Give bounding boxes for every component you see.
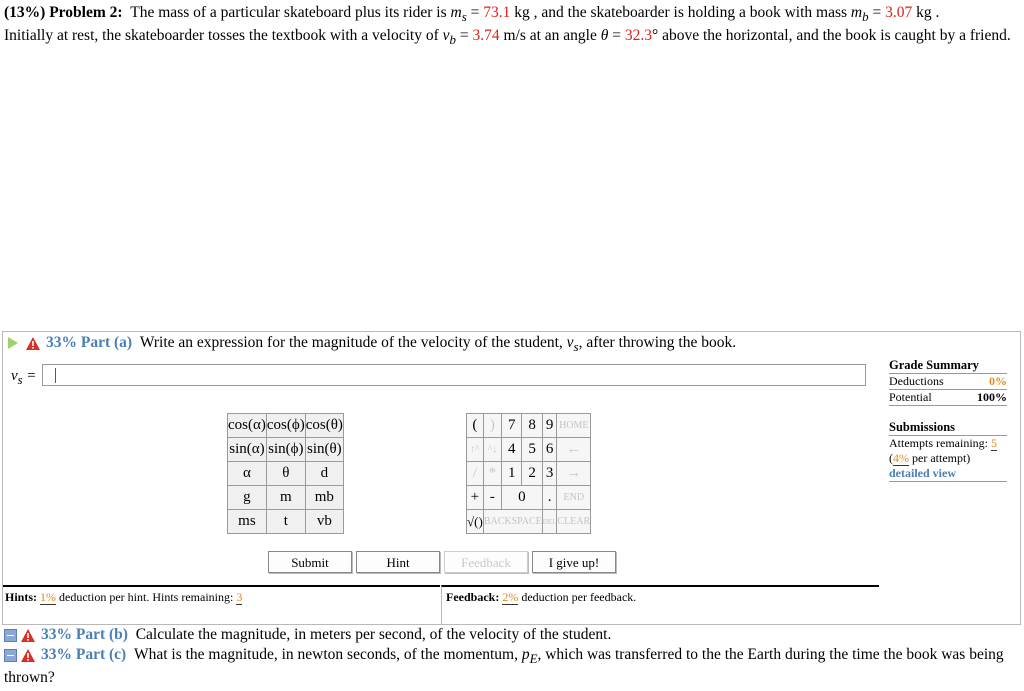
attempts-row (889, 436, 1007, 451)
vb-value: 3.74 (472, 27, 500, 45)
key-t[interactable]: t (266, 510, 305, 534)
key-d[interactable]: d (305, 462, 343, 486)
theta-symbol: θ (600, 27, 609, 45)
part-c-percent: 33% (41, 646, 72, 663)
key-superscript[interactable]: ↑^ (467, 438, 484, 462)
key-5[interactable]: 5 (522, 438, 542, 462)
answer-label-symbol: v (11, 368, 18, 384)
key-4[interactable]: 4 (502, 438, 522, 462)
part-c-label: Part (c) (75, 646, 127, 663)
attempts-value: 5 (990, 436, 997, 450)
submissions-title: Submissions (889, 420, 1007, 436)
key-backspace[interactable]: BACKSPACE (483, 510, 542, 534)
problem-text-2: Initially at rest, the skateboarder tosses the textbook with a velocity of (4, 27, 439, 45)
key-1[interactable]: 1 (502, 462, 522, 486)
problem-text-4: above the horizontal, and the book is caught by a friend. (662, 27, 1011, 45)
problem-weight: (13%) (4, 4, 46, 21)
part-b-percent: 33% (41, 626, 72, 643)
ms-subscript: s (461, 9, 467, 25)
ms-symbol: m (450, 4, 462, 21)
part-c-var-symbol: p (521, 646, 530, 663)
key-2[interactable]: 2 (522, 462, 542, 486)
deductions-row (889, 374, 1007, 390)
problem-text-3: m/s at an angle (503, 27, 597, 45)
key-7[interactable]: 7 (502, 414, 522, 438)
per-attempt-row (889, 451, 1007, 466)
mb-symbol: m (850, 4, 863, 21)
part-a-question: Write an expression for the magnitude of the velocity of the student, (139, 334, 563, 351)
key-home[interactable]: HOME (557, 414, 591, 438)
warning-icon (21, 649, 35, 662)
warning-icon (26, 337, 40, 350)
problem-statement (4, 3, 1014, 49)
hints-label: Hints: (5, 590, 38, 604)
answer-label-eq: = (26, 368, 37, 384)
problem-title: Problem 2: (49, 4, 123, 21)
detailed-view-row (889, 466, 1007, 482)
key-cos-theta[interactable]: cos(θ) (305, 414, 343, 438)
collapse-icon[interactable] (4, 629, 17, 642)
potential-row (889, 390, 1007, 406)
function-keypad (227, 413, 344, 534)
key-end[interactable]: END (557, 486, 591, 510)
key-theta[interactable]: θ (266, 462, 305, 486)
key-ms[interactable]: ms (228, 510, 267, 534)
feedback-label: Feedback: (446, 590, 500, 604)
hints-deduction: 1% (40, 590, 57, 604)
eq-2: = (872, 4, 882, 21)
hints-bar (3, 585, 440, 625)
part-b-header[interactable] (4, 626, 611, 644)
text-cursor (55, 368, 56, 383)
part-c-var-subscript: E (529, 651, 538, 667)
hints-text: deduction per hint. Hints remaining: (59, 590, 234, 604)
grade-summary (889, 358, 1007, 482)
key-open-paren[interactable]: ( (467, 414, 484, 438)
mb-subscript: b (862, 9, 869, 25)
eq-3: = (459, 27, 469, 45)
key-right-arrow[interactable]: → (557, 462, 591, 486)
warning-icon (21, 629, 35, 642)
key-6[interactable]: 6 (542, 438, 557, 462)
key-plus[interactable]: + (467, 486, 484, 510)
problem-text-1: The mass of a particular skateboard plus its rider is (130, 4, 447, 21)
part-c-header[interactable] (4, 645, 1014, 687)
key-divide[interactable]: / (467, 462, 484, 486)
part-a-var-symbol: v (566, 334, 574, 351)
feedback-deduction: 2% (502, 590, 519, 604)
submit-button[interactable]: Submit (268, 551, 352, 573)
key-multiply[interactable]: * (483, 462, 501, 486)
hints-remaining: 3 (236, 590, 243, 604)
part-a-question-end: , after throwing the book. (578, 334, 737, 351)
feedback-bar (441, 585, 879, 625)
key-m[interactable]: m (266, 486, 305, 510)
number-keypad (466, 413, 591, 534)
expand-arrow-icon[interactable] (8, 337, 18, 349)
key-sqrt[interactable]: √() (467, 510, 484, 534)
key-sin-alpha[interactable]: sin(α) (228, 438, 267, 462)
part-a-var-subscript: s (573, 339, 579, 355)
part-b-label: Part (b) (75, 626, 128, 643)
feedback-text: deduction per feedback. (521, 590, 637, 604)
give-up-button[interactable]: I give up! (532, 551, 616, 573)
key-alpha[interactable]: α (228, 462, 267, 486)
answer-label-subscript: s (17, 373, 23, 387)
mb-value: 3.07 (885, 4, 913, 21)
key-0[interactable]: 0 (502, 486, 543, 510)
key-del[interactable]: DEL (542, 510, 557, 534)
key-vb[interactable]: vb (305, 510, 343, 534)
key-minus[interactable]: - (483, 486, 501, 510)
grade-summary-title: Grade Summary (889, 358, 1007, 374)
key-left-arrow[interactable]: ← (557, 438, 591, 462)
part-a-percent: 33% (46, 334, 77, 351)
key-sin-theta[interactable]: sin(θ) (305, 438, 343, 462)
key-cos-phi[interactable]: cos(ϕ) (266, 414, 305, 438)
part-c-question: What is the magnitude, in newton seconds, of the momentum, (133, 646, 518, 663)
key-clear[interactable]: CLEAR (557, 510, 591, 534)
key-mb[interactable]: mb (305, 486, 343, 510)
deductions-value: 0% (989, 374, 1007, 388)
per-attempt-text: per attempt) (912, 451, 971, 465)
eq-4: = (612, 27, 621, 45)
problem-text-kg2: kg . (916, 4, 940, 21)
key-subscript[interactable]: ^↓ (483, 438, 501, 462)
part-a-label: Part (a) (80, 334, 133, 351)
answer-input[interactable] (42, 364, 866, 386)
vb-subscript: b (449, 32, 456, 48)
part-c-question-end: , which was transferred to the the Earth during the time the book was being thrown? (4, 646, 1004, 687)
theta-value: 32.3 (624, 27, 652, 45)
feedback-button[interactable]: Feedback (444, 551, 528, 573)
deductions-label: Deductions (889, 374, 944, 388)
ms-value: 73.1 (483, 4, 511, 21)
per-attempt-open: ( (889, 451, 893, 465)
hint-button[interactable]: Hint (356, 551, 440, 573)
key-g[interactable]: g (228, 486, 267, 510)
part-b-question: Calculate the magnitude, in meters per second, of the velocity of the student. (135, 626, 612, 643)
key-3[interactable]: 3 (542, 462, 557, 486)
key-8[interactable]: 8 (522, 414, 542, 438)
answer-label (11, 368, 36, 388)
key-decimal[interactable]: . (542, 486, 557, 510)
attempts-label: Attempts remaining: (889, 436, 988, 450)
key-close-paren[interactable]: ) (483, 414, 501, 438)
per-attempt-value: 4% (893, 451, 909, 465)
key-sin-phi[interactable]: sin(ϕ) (266, 438, 305, 462)
part-a-header (8, 334, 736, 355)
potential-label: Potential (889, 390, 932, 404)
vb-symbol: v (442, 27, 450, 45)
detailed-view-link[interactable]: detailed view (889, 466, 956, 480)
key-9[interactable]: 9 (542, 414, 557, 438)
problem-text-kg1: kg , and the skateboarder is holding a book with mass (514, 4, 848, 21)
potential-value: 100% (977, 390, 1007, 404)
degree-symbol: ° (652, 27, 659, 45)
collapse-icon[interactable] (4, 649, 17, 662)
part-a-panel (2, 331, 1021, 625)
eq-1: = (470, 4, 480, 21)
key-cos-alpha[interactable]: cos(α) (228, 414, 267, 438)
